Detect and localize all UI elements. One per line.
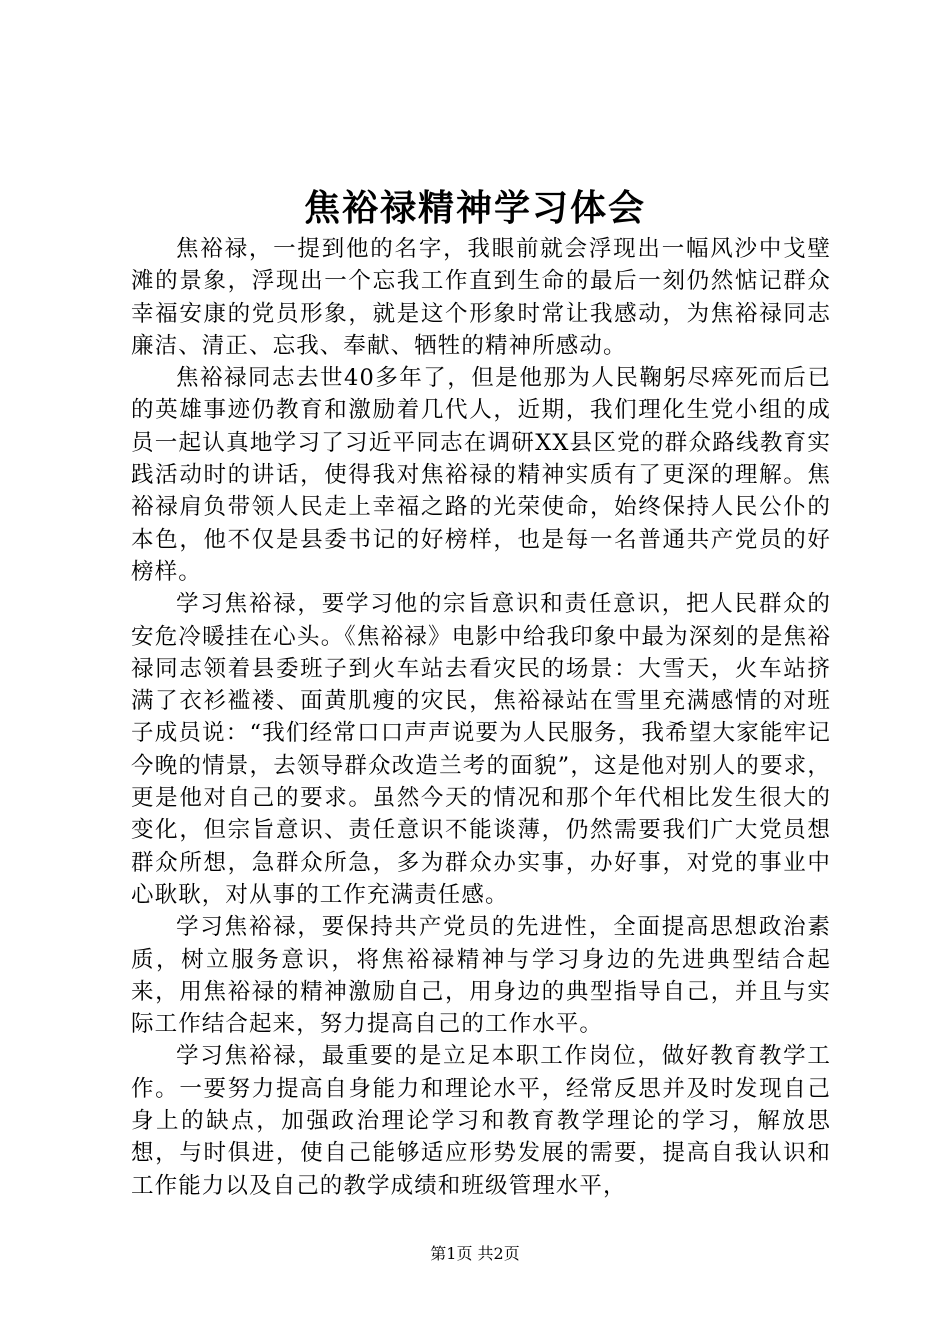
document-title: 焦裕禄精神学习体会 [303, 187, 646, 229]
paragraph-1: 焦裕禄，一提到他的名字，我眼前就会浮现出一幅风沙中戈壁滩的景象，浮现出一个忘我工作直到生命的最后一刻仍然惦记群众幸福安康的党员形象，就是这个形象时常让我感动，为焦裕禄同志廉洁、清正、忘我、奉献、牺牲的精神所感动。 [131, 236, 831, 359]
paragraph-4: 学习焦裕禄，要保持共产党员的先进性，全面提高思想政治素质，树立服务意识，将焦裕禄精神与学习身边的先进典型结合起来，用焦裕禄的精神激励自己，用身边的典型指导自己，并且与实际工作结合起来，努力提高自己的工作水平。 [131, 914, 831, 1038]
paragraph-3: 学习焦裕禄，要学习他的宗旨意识和责任意识，把人民群众的安危冷暖挂在心头。《焦裕禄》电影中给我印象中最为深刻的是焦裕禄同志领着县委班子到火车站去看灾民的场景：大雪天，火车站挤满了衣衫褴褛、面黄肌瘦的灾民，焦裕禄站在雪里充满感情的对班子成员说：“我们经常口口声声说要为人民服务，我希望大家能牢记今晚的情景，去领导群众改造兰考的面貌”，这是他对别人的要求，更是他对自己的要求。虽然今天的情况和那个年代相比发生很大的变化，但宗旨意识、责任意识不能谈薄，仍然需要我们广大党员想群众所想，急群众所急，多为群众办实事，办好事，对党的事业中心耿耿，对从事的工作充满责任感。 [131, 591, 831, 908]
document-body [131, 233, 831, 1202]
paragraph-5: 学习焦裕禄，最重要的是立足本职工作岗位，做好教育教学工作。一要努力提高自身能力和理论水平，经常反思并及时发现自己身上的缺点，加强政治理论学习和教育教学理论的学习，解放思想，与时俱进，使自己能够适应形势发展的需要，提高自我认识和工作能力以及自己的教学成绩和班级管理水平， [131, 1043, 831, 1199]
page-footer: 第1页 共2页 [430, 1244, 520, 1263]
paragraph-2: 焦裕禄同志去世40多年了，但是他那为人民鞠躬尽瘁死而后已的英雄事迹仍教育和激励着几代人，近期，我们理化生党小组的成员一起认真地学习了习近平同志在调研XX县区党的群众路线教育实践活动时的讲话，使得我对焦裕禄的精神实质有了更深的理解。焦裕禄肩负带领人民走上幸福之路的光荣使命，始终保持人民公仆的本色，他不仅是县委书记的好榜样，也是每一名普通共产党员的好榜样。 [131, 365, 831, 585]
